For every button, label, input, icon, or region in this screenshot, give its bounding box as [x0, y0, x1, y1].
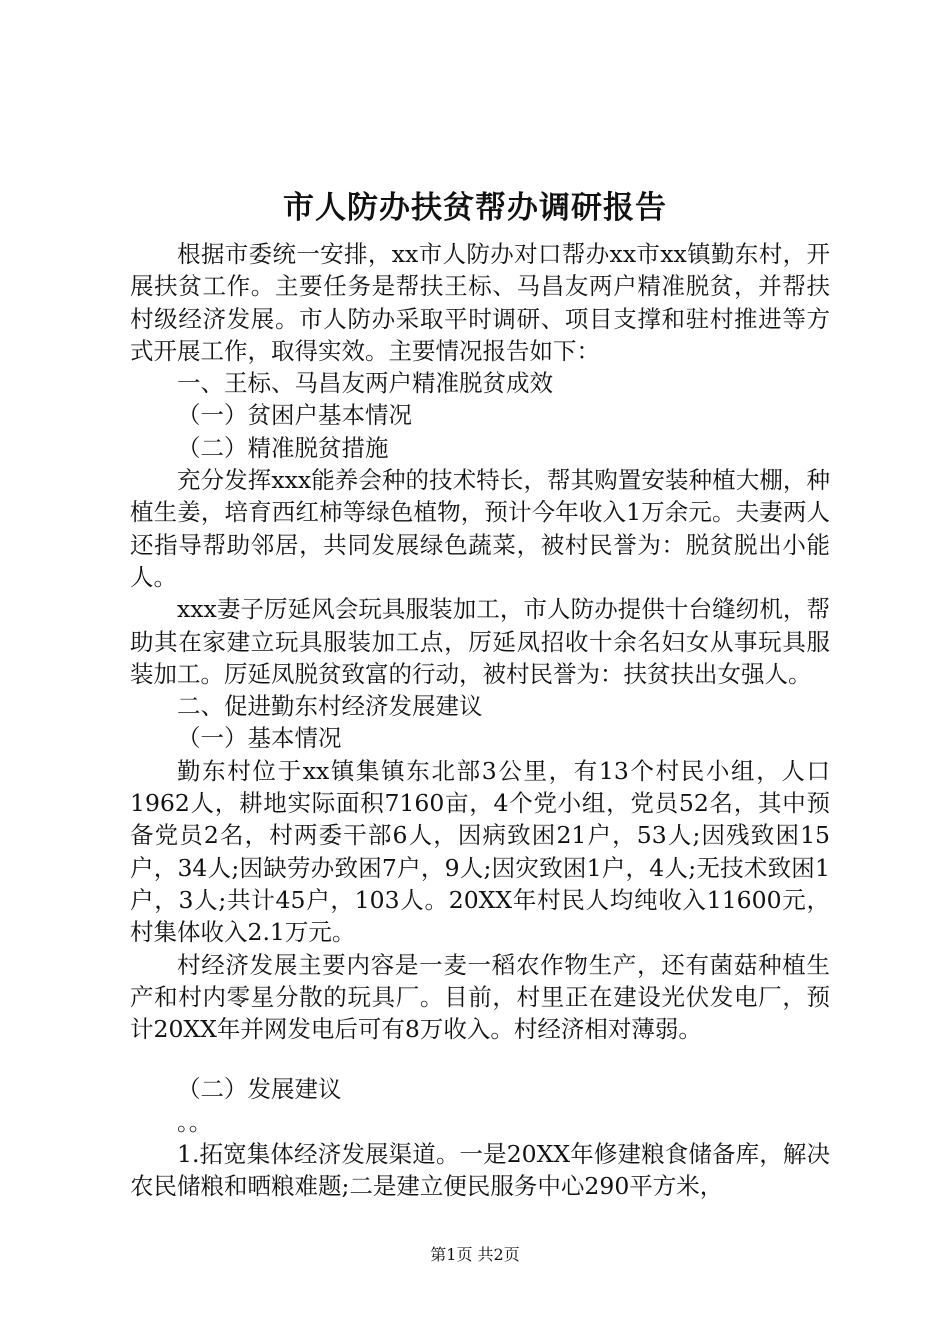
measure-paragraph-1: 充分发挥xxx能养会种的技术特长，帮其购置安装种植大棚，种植生姜，培育西红柿等绿色植物，预计今年收入1万余元。夫妻两人还指导帮助邻居，共同发展绿色蔬菜，被村民誉为：脱贫脱出小能人。 — [130, 466, 830, 591]
suggestion-paragraph-1: 1.拓宽集体经济发展渠道。一是20XX年修建粮食储备库，解决农民储粮和晒粮难题;二是建立便民服务中心290平方米， — [130, 1140, 830, 1201]
subsection-heading-1-2: （二）精准脱贫措施 — [177, 433, 389, 462]
subsection-heading-1-1: （一）贫困户基本情况 — [177, 401, 412, 430]
subsection-heading-2-2: （二）发展建议 — [177, 1075, 342, 1104]
measure-paragraph-2: xxx妻子厉延风会玩具服装加工，市人防办提供十台缝纫机，帮助其在家建立玩具服装加工点，厉延凤招收十余名妇女从事玩具服装加工。厉延凤脱贫致富的行动，被村民誉为：扶贫扶出女强人。 — [130, 595, 830, 688]
section-heading-2: 二、促进勤东村经济发展建议 — [177, 692, 483, 721]
section-heading-1: 一、王标、马昌友两户精准脱贫成效 — [177, 369, 553, 398]
document-body — [130, 238, 830, 1203]
economy-paragraph: 村经济发展主要内容是一麦一稻农作物生产，还有菌菇种植生产和村内零星分散的玩具厂。目前，村里正在建设光伏发电厂，预计20XX年并网发电后可有8万收入。村经济相对薄弱。 — [130, 950, 830, 1044]
ellipsis-line: 。。 — [177, 1107, 213, 1136]
page-footer: 第1页 共2页 — [430, 1245, 520, 1264]
subsection-heading-2-1: （一）基本情况 — [177, 724, 342, 753]
basic-info-paragraph: 勤东村位于xx镇集镇东北部3公里，有13个村民小组，人口1962人，耕地实际面积7160亩，4个党小组，党员52名，其中预备党员2名，村两委干部6人，因病致困21户，53人;因残致困15户，34人;因缺劳办致困7户，9人;因灾致困1户，4人;无技术致困1户，3人;共计45户，103人。20XX年村民人均纯收入11600元，村集体收入2.1万元。 — [130, 756, 830, 947]
intro-paragraph: 根据市委统一安排，xx市人防办对口帮办xx市xx镇勤东村，开展扶贫工作。主要任务是帮扶王标、马昌友两户精准脱贫，并帮扶村级经济发展。市人防办采取平时调研、项目支撑和驻村推进等方式开展工作，取得实效。主要情况报告如下： — [130, 240, 830, 365]
document-title: 市人防办扶贫帮办调研报告 — [283, 190, 667, 226]
